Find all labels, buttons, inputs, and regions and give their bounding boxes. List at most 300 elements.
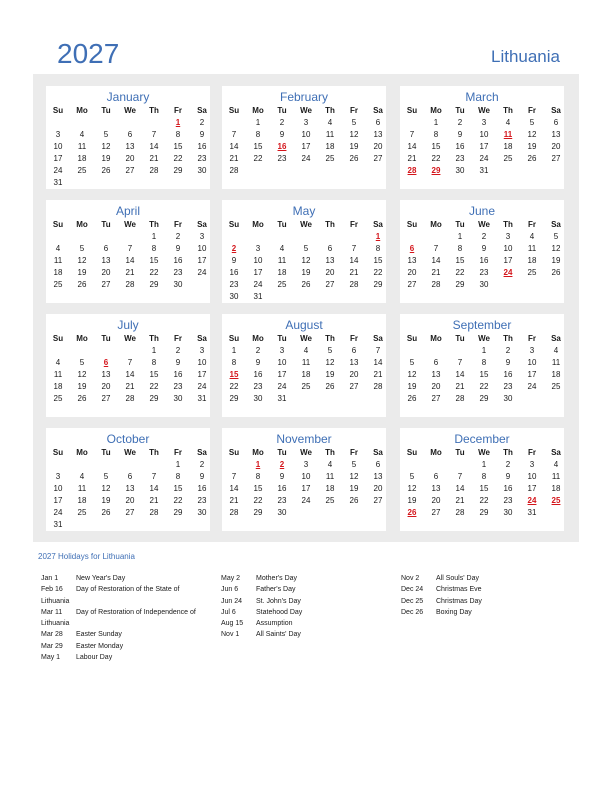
day-cell: 7 <box>457 358 463 367</box>
day-cell: 8 <box>151 244 157 253</box>
week-row <box>400 243 564 255</box>
day-cell: 18 <box>503 142 513 151</box>
weekday-header <box>46 447 210 459</box>
holiday-day: 2 <box>231 244 237 253</box>
weekday-header <box>46 105 210 117</box>
day-cell: 14 <box>229 484 239 493</box>
weekday-label: Sa <box>551 448 561 457</box>
holiday-date: Aug 15 <box>221 620 244 628</box>
day-cell: 20 <box>349 370 359 379</box>
day-cell: 6 <box>375 460 381 469</box>
day-cell: 3 <box>529 346 535 355</box>
holiday-date: May 1 <box>41 654 61 662</box>
weekday-header <box>46 219 210 231</box>
empty-cell <box>222 459 246 471</box>
day-cell: 5 <box>409 472 415 481</box>
week-row <box>222 507 386 519</box>
day-cell: 14 <box>149 142 159 151</box>
day-cell: 17 <box>527 370 537 379</box>
day-cell: 29 <box>479 508 489 517</box>
week-row <box>46 519 210 531</box>
day-cell: 8 <box>175 472 181 481</box>
week-row <box>400 129 564 141</box>
day-cell: 7 <box>457 472 463 481</box>
month-may <box>222 200 386 303</box>
weekday-label: Mo <box>76 448 88 457</box>
day-cell: 12 <box>349 130 359 139</box>
weekday-label: We <box>124 334 136 343</box>
month-february <box>222 86 386 189</box>
day-cell: 3 <box>303 460 309 469</box>
empty-cell <box>400 459 424 471</box>
day-cell: 27 <box>407 280 417 289</box>
month-december <box>400 428 564 531</box>
month-june <box>400 200 564 303</box>
week-row <box>222 243 386 255</box>
week-row <box>46 471 210 483</box>
holiday-date: Dec 26 <box>401 608 424 616</box>
day-cell: 3 <box>279 346 285 355</box>
week-row <box>400 165 564 177</box>
weekday-label: Fr <box>174 220 182 229</box>
empty-cell <box>94 345 118 357</box>
holiday-item <box>41 573 206 584</box>
day-cell: 12 <box>301 256 311 265</box>
week-row <box>222 357 386 369</box>
day-cell: 11 <box>325 472 335 481</box>
week-row <box>46 393 210 405</box>
day-cell: 22 <box>455 268 465 277</box>
day-cell: 13 <box>407 256 417 265</box>
day-cell: 4 <box>55 244 61 253</box>
weekday-label: Th <box>325 334 335 343</box>
day-cell: 11 <box>527 244 537 253</box>
day-cell: 3 <box>529 460 535 469</box>
empty-cell <box>46 345 70 357</box>
day-cell: 24 <box>277 382 287 391</box>
day-cell: 15 <box>149 370 159 379</box>
day-cell: 6 <box>433 472 439 481</box>
week-row <box>46 345 210 357</box>
weekday-label: Sa <box>373 334 383 343</box>
day-cell: 30 <box>479 280 489 289</box>
day-cell: 5 <box>529 118 535 127</box>
holiday-day: 1 <box>175 118 181 127</box>
day-cell: 25 <box>325 154 335 163</box>
day-cell: 31 <box>479 166 489 175</box>
month-july <box>46 314 210 417</box>
day-cell: 12 <box>407 484 417 493</box>
day-cell: 26 <box>551 268 561 277</box>
day-cell: 15 <box>173 484 183 493</box>
weekday-label: Mo <box>76 334 88 343</box>
day-cell: 2 <box>505 460 511 469</box>
empty-cell <box>424 459 448 471</box>
holidays-title: 2027 Holidays for Lithuania <box>38 552 135 561</box>
empty-cell <box>94 231 118 243</box>
day-cell: 30 <box>173 280 183 289</box>
holiday-name: Christmas Day <box>436 597 482 605</box>
day-cell: 29 <box>373 280 383 289</box>
day-cell: 6 <box>127 472 133 481</box>
month-name: August <box>285 318 323 332</box>
day-cell: 9 <box>505 472 511 481</box>
day-cell: 21 <box>455 382 465 391</box>
day-cell: 20 <box>407 268 417 277</box>
month-name: July <box>117 318 139 332</box>
weekday-label: Fr <box>528 334 536 343</box>
day-cell: 26 <box>349 154 359 163</box>
day-cell: 6 <box>553 118 559 127</box>
empty-cell <box>318 231 342 243</box>
weekday-label: Su <box>406 448 418 457</box>
empty-cell <box>46 117 70 129</box>
day-cell: 20 <box>551 142 561 151</box>
week-row <box>400 141 564 153</box>
day-cell: 18 <box>277 268 287 277</box>
day-cell: 21 <box>125 268 135 277</box>
weekday-label: We <box>478 220 490 229</box>
day-cell: 17 <box>253 268 263 277</box>
week-row <box>222 141 386 153</box>
day-cell: 25 <box>277 280 287 289</box>
weekday-label: Mo <box>430 448 442 457</box>
day-cell: 4 <box>327 118 333 127</box>
day-cell: 14 <box>349 256 359 265</box>
day-cell: 11 <box>325 130 335 139</box>
weekday-header <box>400 105 564 117</box>
day-cell: 2 <box>175 346 181 355</box>
weekday-label: Sa <box>197 448 207 457</box>
day-cell: 18 <box>77 496 87 505</box>
day-cell: 22 <box>253 496 263 505</box>
day-cell: 18 <box>527 256 537 265</box>
weekday-label: Fr <box>174 334 182 343</box>
day-cell: 29 <box>479 394 489 403</box>
day-cell: 23 <box>197 154 207 163</box>
weekday-label: Su <box>228 106 240 115</box>
day-cell: 4 <box>79 472 85 481</box>
day-cell: 24 <box>197 382 207 391</box>
day-cell: 21 <box>407 154 417 163</box>
day-cell: 30 <box>503 394 513 403</box>
day-cell: 5 <box>351 460 357 469</box>
day-cell: 17 <box>53 154 63 163</box>
empty-cell <box>142 459 166 471</box>
empty-cell <box>400 231 424 243</box>
day-cell: 7 <box>127 244 133 253</box>
day-cell: 30 <box>229 292 239 301</box>
day-cell: 6 <box>327 244 333 253</box>
week-row <box>222 471 386 483</box>
day-cell: 7 <box>351 244 357 253</box>
holiday-name: All Saints' Day <box>256 631 301 639</box>
weekday-label: Sa <box>373 448 383 457</box>
weekday-label: Th <box>503 448 513 457</box>
day-cell: 10 <box>527 472 537 481</box>
day-cell: 3 <box>199 232 205 241</box>
holiday-item <box>221 596 386 607</box>
day-cell: 22 <box>149 382 159 391</box>
week-row <box>46 507 210 519</box>
day-cell: 20 <box>125 496 135 505</box>
weekday-label: Sa <box>551 334 561 343</box>
day-cell: 10 <box>253 256 263 265</box>
weekday-label: Sa <box>373 106 383 115</box>
holiday-item <box>401 573 551 584</box>
day-cell: 7 <box>231 472 237 481</box>
day-cell: 25 <box>503 154 513 163</box>
day-cell: 20 <box>101 382 111 391</box>
month-november <box>222 428 386 531</box>
day-cell: 8 <box>231 358 237 367</box>
day-cell: 16 <box>503 484 513 493</box>
weekday-label: We <box>124 448 136 457</box>
day-cell: 2 <box>481 232 487 241</box>
day-cell: 19 <box>349 142 359 151</box>
day-cell: 8 <box>175 130 181 139</box>
day-cell: 1 <box>457 232 463 241</box>
weekday-label: We <box>300 220 312 229</box>
day-cell: 11 <box>77 484 87 493</box>
week-row <box>46 165 210 177</box>
day-cell: 13 <box>431 370 441 379</box>
weekday-label: Tu <box>455 334 465 343</box>
week-row <box>46 141 210 153</box>
day-cell: 10 <box>301 472 311 481</box>
day-cell: 9 <box>255 358 261 367</box>
day-cell: 8 <box>457 244 463 253</box>
empty-cell <box>270 231 294 243</box>
weekday-label: Fr <box>350 448 358 457</box>
day-cell: 10 <box>197 358 207 367</box>
weekday-label: Su <box>406 334 418 343</box>
day-cell: 19 <box>407 382 417 391</box>
week-row <box>400 117 564 129</box>
day-cell: 24 <box>527 382 537 391</box>
day-cell: 23 <box>229 280 239 289</box>
day-cell: 16 <box>503 370 513 379</box>
week-row <box>222 393 386 405</box>
weekday-label: Sa <box>197 334 207 343</box>
day-cell: 31 <box>53 520 63 529</box>
day-cell: 11 <box>277 256 287 265</box>
day-cell: 13 <box>349 358 359 367</box>
day-cell: 2 <box>255 346 261 355</box>
day-cell: 2 <box>199 460 205 469</box>
weekday-label: Tu <box>101 220 111 229</box>
empty-cell <box>222 231 246 243</box>
day-cell: 14 <box>407 142 417 151</box>
day-cell: 19 <box>349 484 359 493</box>
day-cell: 21 <box>149 496 159 505</box>
day-cell: 2 <box>279 118 285 127</box>
weekday-label: Th <box>149 334 159 343</box>
day-cell: 19 <box>301 268 311 277</box>
day-cell: 1 <box>151 232 157 241</box>
weekday-label: Th <box>325 220 335 229</box>
week-row <box>46 459 210 471</box>
weekday-header <box>222 219 386 231</box>
day-cell: 14 <box>125 370 135 379</box>
holiday-date: Mar 29 <box>41 642 63 650</box>
weekday-label: Su <box>52 334 64 343</box>
week-row <box>46 243 210 255</box>
holiday-day: 6 <box>103 358 109 367</box>
day-cell: 15 <box>253 142 263 151</box>
week-row <box>222 483 386 495</box>
day-cell: 29 <box>173 508 183 517</box>
month-name: November <box>276 432 332 446</box>
empty-cell <box>294 231 318 243</box>
holiday-day: 28 <box>407 166 417 175</box>
week-row <box>46 495 210 507</box>
day-cell: 12 <box>407 370 417 379</box>
week-row <box>400 255 564 267</box>
day-cell: 13 <box>373 472 383 481</box>
day-cell: 25 <box>53 280 63 289</box>
day-cell: 9 <box>505 358 511 367</box>
week-row <box>222 117 386 129</box>
day-cell: 11 <box>77 142 87 151</box>
day-cell: 28 <box>455 394 465 403</box>
empty-cell <box>448 459 472 471</box>
empty-cell <box>46 231 70 243</box>
weekday-label: Fr <box>350 220 358 229</box>
weekday-label: Mo <box>252 106 264 115</box>
day-cell: 3 <box>505 232 511 241</box>
day-cell: 22 <box>229 382 239 391</box>
holiday-day: 1 <box>255 460 261 469</box>
weekday-header <box>222 105 386 117</box>
week-row <box>222 369 386 381</box>
day-cell: 21 <box>229 154 239 163</box>
day-cell: 4 <box>505 118 511 127</box>
day-cell: 9 <box>199 130 205 139</box>
holiday-name: Statehood Day <box>256 608 303 616</box>
day-cell: 15 <box>253 484 263 493</box>
day-cell: 2 <box>175 232 181 241</box>
day-cell: 20 <box>373 484 383 493</box>
weekday-label: Mo <box>430 220 442 229</box>
day-cell: 16 <box>173 370 183 379</box>
empty-cell <box>94 459 118 471</box>
weekday-label: Tu <box>455 220 465 229</box>
holiday-name: Easter Sunday <box>76 631 122 639</box>
day-cell: 27 <box>101 280 111 289</box>
holiday-date: Nov 1 <box>221 631 240 639</box>
holiday-date: Feb 16 <box>41 586 63 594</box>
holiday-date: Jan 1 <box>41 575 59 582</box>
weekday-label: Fr <box>528 220 536 229</box>
day-cell: 17 <box>277 370 287 379</box>
weekday-label: Fr <box>174 448 182 457</box>
day-cell: 9 <box>231 256 237 265</box>
day-cell: 15 <box>479 484 489 493</box>
month-name: April <box>115 204 140 218</box>
day-cell: 23 <box>277 154 287 163</box>
day-cell: 11 <box>301 358 311 367</box>
holiday-item <box>221 573 386 584</box>
week-row <box>222 345 386 357</box>
day-cell: 12 <box>101 484 111 493</box>
day-cell: 1 <box>231 346 237 355</box>
empty-cell <box>424 231 448 243</box>
day-cell: 27 <box>325 280 335 289</box>
day-cell: 17 <box>503 256 513 265</box>
holiday-item <box>41 607 206 630</box>
day-cell: 22 <box>149 268 159 277</box>
weekday-label: Th <box>149 106 159 115</box>
weekday-label: We <box>300 334 312 343</box>
day-cell: 25 <box>301 382 311 391</box>
month-name: January <box>106 90 150 104</box>
day-cell: 24 <box>197 268 207 277</box>
weekday-label: Mo <box>76 220 88 229</box>
day-cell: 24 <box>253 280 263 289</box>
weekday-label: Tu <box>101 106 111 115</box>
weekday-label: Fr <box>174 106 182 115</box>
day-cell: 24 <box>301 496 311 505</box>
week-row <box>400 345 564 357</box>
day-cell: 2 <box>505 346 511 355</box>
month-name: October <box>106 432 150 446</box>
empty-cell <box>400 117 424 129</box>
day-cell: 28 <box>455 508 465 517</box>
day-cell: 31 <box>197 394 207 403</box>
empty-cell <box>118 459 142 471</box>
day-cell: 20 <box>325 268 335 277</box>
day-cell: 5 <box>303 244 309 253</box>
day-cell: 31 <box>527 508 537 517</box>
day-cell: 26 <box>325 382 335 391</box>
day-cell: 30 <box>503 508 513 517</box>
holiday-day: 24 <box>503 268 513 277</box>
empty-cell <box>222 117 246 129</box>
week-row <box>46 117 210 129</box>
day-cell: 20 <box>125 154 135 163</box>
weekday-label: Su <box>406 106 418 115</box>
holiday-name: New Year's Day <box>76 575 126 582</box>
day-cell: 28 <box>349 280 359 289</box>
day-cell: 6 <box>433 358 439 367</box>
holiday-column <box>221 573 386 641</box>
day-cell: 3 <box>55 472 61 481</box>
weekday-label: Su <box>52 106 64 115</box>
weekday-label: Th <box>503 106 513 115</box>
day-cell: 7 <box>151 130 157 139</box>
holiday-date: Dec 24 <box>401 586 424 594</box>
day-cell: 18 <box>551 370 561 379</box>
day-cell: 13 <box>325 256 335 265</box>
day-cell: 22 <box>173 154 183 163</box>
day-cell: 22 <box>479 382 489 391</box>
day-cell: 13 <box>373 130 383 139</box>
holiday-item <box>221 618 386 629</box>
empty-cell <box>118 345 142 357</box>
day-cell: 8 <box>255 472 261 481</box>
day-cell: 22 <box>373 268 383 277</box>
holiday-date: Mar 28 <box>41 631 63 639</box>
day-cell: 10 <box>301 130 311 139</box>
holiday-column <box>41 573 206 663</box>
weekday-label: Su <box>228 220 240 229</box>
weekday-label: Tu <box>455 448 465 457</box>
month-january <box>46 86 210 189</box>
day-cell: 28 <box>229 166 239 175</box>
weekday-label: We <box>124 220 136 229</box>
weekday-label: Tu <box>455 106 465 115</box>
